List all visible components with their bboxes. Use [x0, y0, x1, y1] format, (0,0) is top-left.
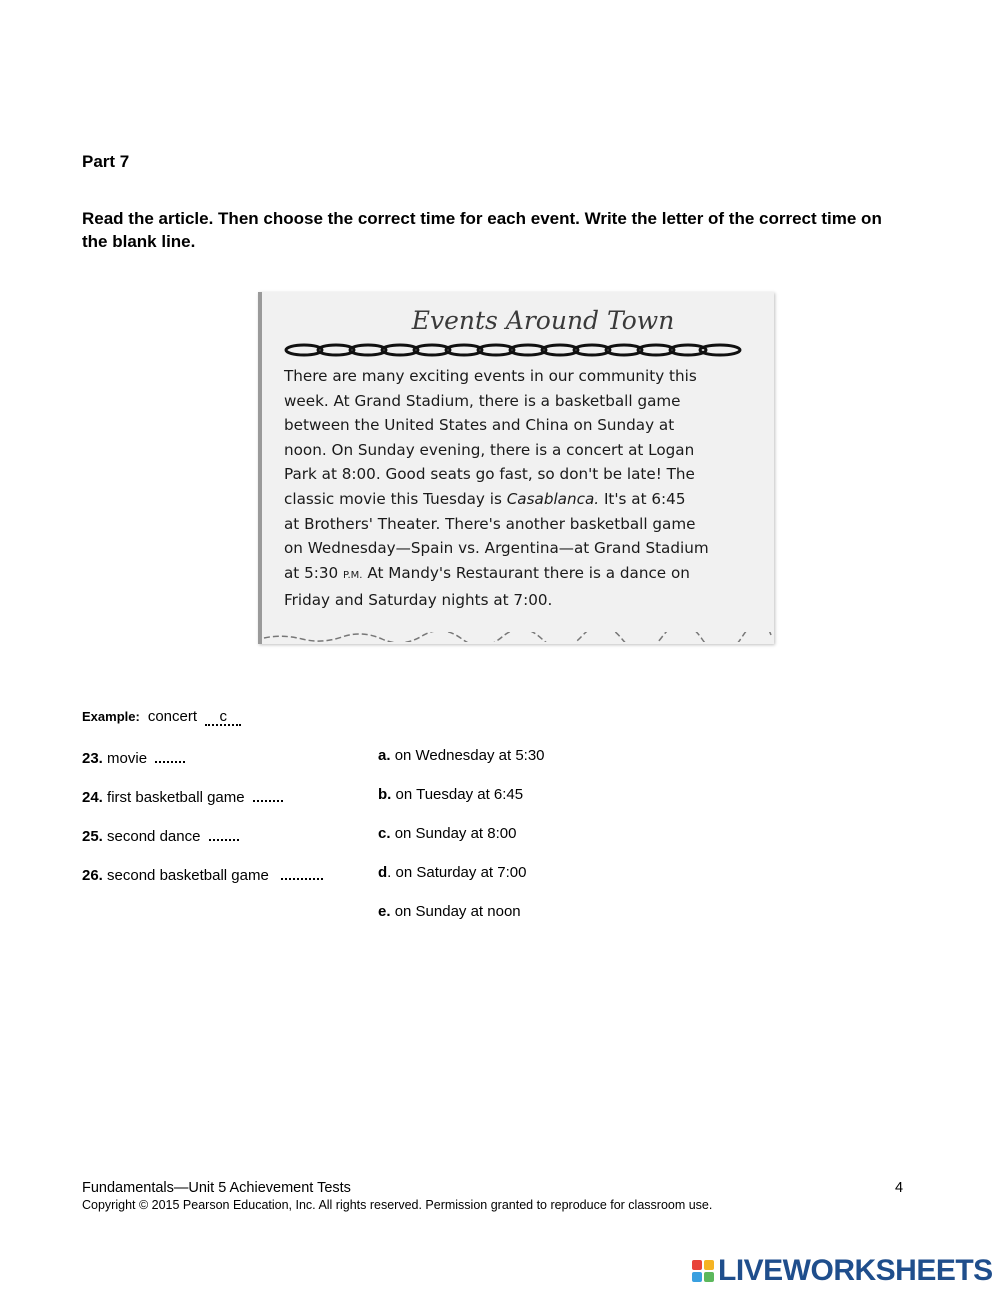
article-line: There are many exciting events in our community this — [284, 367, 697, 385]
option-a: a. on Wednesday at 5:30 — [378, 747, 545, 764]
page-number: 4 — [895, 1180, 904, 1196]
article-line: week. At Grand Stadium, there is a basketball game — [284, 391, 681, 410]
example-answer-blank: c — [205, 710, 241, 726]
answer-blank-25[interactable] — [209, 825, 239, 841]
article-body — [284, 364, 754, 613]
example-row — [82, 708, 241, 726]
copyright: Copyright © 2015 Pearson Education, Inc. All rights reserved. Permission granted to reproduce for classroom use. — [82, 1198, 713, 1212]
article-line: at Brothers' Theater. There's another basketball game — [284, 514, 696, 533]
logo-cubes-icon — [692, 1260, 714, 1282]
article-title: Events Around Town — [411, 306, 675, 335]
logo-text: LIVEWORKSHEETS — [718, 1254, 993, 1287]
instructions: Read the article. Then choose the correct time for each event. Write the letter of the correct time on the blank line. — [82, 209, 882, 251]
option-b: b. on Tuesday at 6:45 — [378, 786, 524, 803]
article-line: between the United States and China on Sunday at — [284, 416, 675, 435]
article-line: Park at 8:00. Good seats go fast, so don't be late! The — [284, 465, 695, 484]
article-line: on Wednesday—Spain vs. Argentina—at Grand Stadium — [284, 539, 709, 558]
article-line: classic movie this Tuesday is Casablanca. It's at 6:45 — [284, 489, 686, 508]
article-line: at 5:30 P.M. At Mandy's Restaurant there is a dance on — [284, 563, 690, 582]
example-text: concert — [147, 708, 198, 725]
footer-title: Fundamentals—Unit 5 Achievement Tests — [82, 1180, 351, 1196]
option-c: c. on Sunday at 8:00 — [378, 825, 517, 842]
question-24: 24. first basketball game — [82, 786, 283, 806]
example-label: Example: — [82, 709, 140, 724]
answer-blank-26[interactable] — [281, 864, 323, 880]
option-e: e. on Sunday at noon — [378, 903, 521, 920]
torn-edge-decoration — [262, 632, 774, 642]
article-line: noon. On Sunday evening, there is a concert at Logan — [284, 440, 695, 459]
movie-title: Casablanca. — [506, 489, 600, 508]
answer-blank-24[interactable] — [253, 786, 283, 802]
article-line: Friday and Saturday nights at 7:00. — [284, 591, 553, 610]
part-title: Part 7 — [82, 152, 130, 171]
option-d: d. on Saturday at 7:00 — [378, 864, 527, 881]
question-26: 26. second basketball game — [82, 864, 323, 884]
chain-border-icon — [284, 342, 744, 358]
answer-blank-23[interactable] — [155, 747, 185, 763]
question-23: 23. movie — [82, 747, 185, 767]
article-image — [258, 292, 774, 644]
question-25: 25. second dance — [82, 825, 239, 845]
liveworksheets-logo[interactable] — [692, 1254, 993, 1288]
